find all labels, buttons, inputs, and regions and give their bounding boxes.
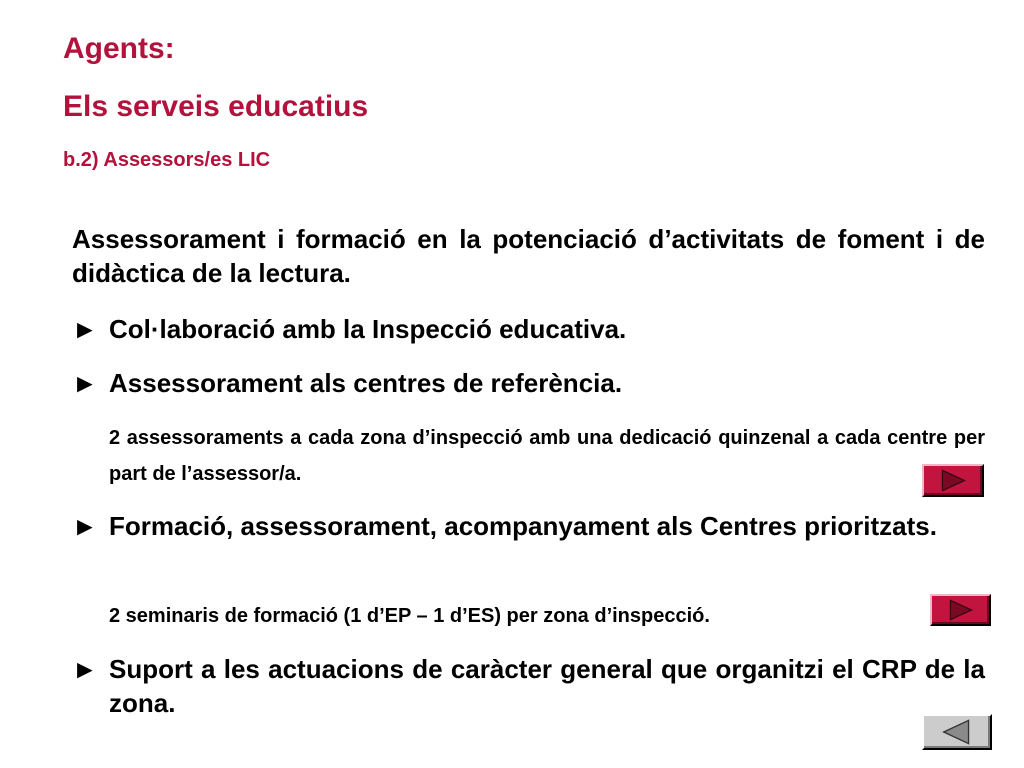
centres-detail: 2 assessoraments a cada zona d’inspecció amb una dedicació quinzenal a cada centre per part de l’assessor/a. xyxy=(109,427,985,485)
bullet-item-training xyxy=(72,509,985,543)
play-triangle-icon xyxy=(924,466,982,495)
intro-paragraph: Assessorament i formació en la potenciació d’activitats de foment i de didàctica de la lectura. xyxy=(72,224,985,288)
section-heading: b.2) Assessors/es LIC xyxy=(63,149,271,171)
bullet-item-collaboration xyxy=(72,312,985,346)
next-button-2[interactable] xyxy=(930,594,991,626)
bullet-item-centres xyxy=(72,366,985,400)
bullet-text: Col·laboració amb la Inspecció educativa. xyxy=(109,314,627,344)
bullet-text: Assessorament als centres de referència. xyxy=(109,368,623,398)
back-triangle-icon xyxy=(924,716,990,748)
slide-title: Agents: xyxy=(63,32,175,65)
bullet-icon: ► xyxy=(72,511,98,541)
play-triangle-icon xyxy=(932,596,989,624)
bullet-icon: ► xyxy=(72,368,98,398)
bullet-icon: ► xyxy=(72,654,98,684)
bullet-text: Formació, assessorament, acompanyament als Centres prioritzats. xyxy=(109,511,937,541)
bullet-icon: ► xyxy=(72,314,98,344)
slide-subtitle: Els serveis educatius xyxy=(63,90,369,123)
back-button[interactable] xyxy=(922,714,992,750)
bullet-text: Suport a les actuacions de caràcter general que organitzi el CRP de la zona. xyxy=(109,654,985,718)
training-detail: 2 seminaris de formació (1 d’EP – 1 d’ES) per zona d’inspecció. xyxy=(109,605,710,627)
bullet-item-support xyxy=(72,652,985,720)
next-button-1[interactable] xyxy=(922,464,984,497)
